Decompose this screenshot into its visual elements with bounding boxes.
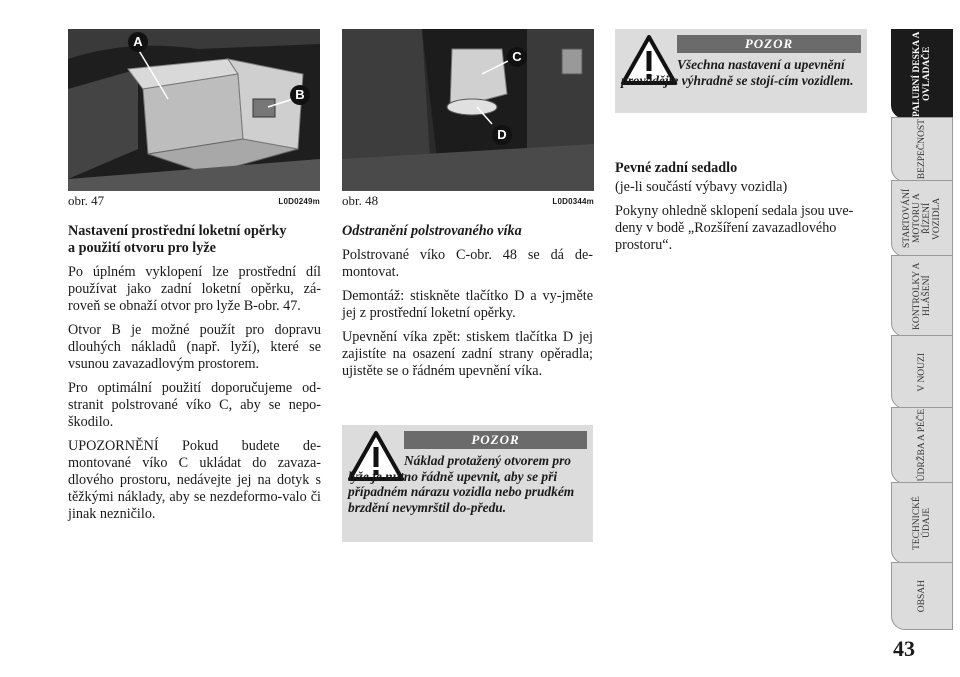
figure-47-code: L0D0249m	[278, 196, 320, 206]
warning-text: Náklad protažený otvorem pro lyže je nutno řádně upevnit, aby se při případném nárazu vozidla nebo prudkém brzdění nevymrštil do-předu.	[348, 453, 575, 515]
tab-bezpecnost[interactable]	[891, 117, 953, 182]
warning-text: Všechna nastavení a upevnění provádějte výhradně se stojí-cím vozidlem.	[621, 57, 854, 88]
tab-label: OBSAH	[917, 579, 927, 613]
tab-label: ÚDRŽBA A PÉČE	[917, 409, 927, 482]
armrest-paragraph-1: Po úplném vyklopení lze prostřední díl používat jako zadní loketní opěrku, zá-roveň se obnaží otvor pro lyže B-obr. 47.	[68, 264, 321, 314]
armrest-paragraph-2: Otvor B je možné použít pro dopravu dlouhých nákladů (např. lyží), které se vsunou zavazadlovým prostorem.	[68, 322, 321, 372]
tab-label: BEZPEČNOST	[917, 119, 927, 180]
fixed-seat-heading: Pevné zadní sedadlo	[615, 160, 738, 176]
warning-box-stationary	[615, 29, 867, 113]
column-2	[342, 223, 593, 387]
tab-label: KONTROLKY A HLÁŠENÍ	[912, 262, 932, 330]
tab-obsah[interactable]	[891, 562, 953, 630]
tab-palubni-deska[interactable]	[891, 29, 953, 119]
tab-technicke-udaje[interactable]	[891, 482, 953, 564]
warning-title: POZOR	[677, 35, 861, 53]
figure-47-photo	[68, 29, 320, 191]
column-3	[615, 160, 867, 261]
figure-48-caption	[342, 191, 594, 211]
cover-removal-heading: Odstranění polstrovaného víka	[342, 223, 522, 239]
tab-startovani[interactable]	[891, 180, 953, 257]
armrest-heading-line2: a použití otvoru pro lyže	[68, 240, 216, 256]
figure-47-label-b: B	[290, 85, 310, 105]
tab-label: STARTOVÁNÍ MOTORU A ŘÍZENÍ VOZIDLA	[902, 188, 942, 249]
figure-48-photo	[342, 29, 594, 191]
warning-title: POZOR	[404, 431, 587, 449]
cover-paragraph-3: Upevnění víka zpět: stiskem tlačítka D jej zajistíte na osazení zadní strany opěradla; ujistěte se o řádném upevnění víka.	[342, 329, 593, 379]
page-number: 43	[893, 636, 915, 661]
cover-paragraph-1: Polstrované víko C-obr. 48 se dá de-montovat.	[342, 247, 593, 280]
armrest-note: UPOZORNĚNÍ Pokud budete de-montované víko C ukládat do zavaza-dlového prostoru, nedávejte jej na dotyk s těžkými náklady, aby se nezdeformo-valo či jinak nezničilo.	[68, 438, 321, 522]
armrest-heading-line1: Nastavení prostřední loketní opěrky	[68, 223, 287, 239]
column-1	[68, 223, 321, 530]
fixed-seat-paragraph: Pokyny ohledně sklopení sedala jsou uve-deny v bodě „Rozšíření zavazadlového prostoru“.	[615, 203, 854, 253]
tab-label: PALUBNÍ DESKA A OVLADAČE	[912, 31, 932, 117]
tab-label: V NOUZI	[917, 352, 927, 392]
figure-48-caption-text: obr. 48	[342, 193, 379, 208]
figure-47-label-a: A	[128, 32, 148, 52]
figure-48-code: L0D0344m	[552, 196, 594, 206]
warning-box-ski	[342, 425, 593, 542]
fixed-seat-subheading: (je-li součástí výbavy vozidla)	[615, 179, 788, 195]
tab-udrzba[interactable]	[891, 407, 953, 484]
figure-48-label-d: D	[492, 125, 512, 145]
tab-label: TECHNICKÉ ÚDAJE	[912, 496, 932, 550]
tab-kontrolky[interactable]	[891, 255, 953, 337]
tab-v-nouzi[interactable]	[891, 335, 953, 409]
cover-paragraph-2: Demontáž: stiskněte tlačítko D a vy-jměte jej z prostřední loketní opěrky.	[342, 288, 593, 321]
figure-47-caption-text: obr. 47	[68, 193, 105, 208]
figure-48-label-c: C	[507, 47, 527, 67]
figure-47-caption	[68, 191, 320, 211]
armrest-paragraph-3: Pro optimální použití doporučujeme od-stranit polstrované víko C, aby se nepo-škodilo.	[68, 380, 321, 430]
